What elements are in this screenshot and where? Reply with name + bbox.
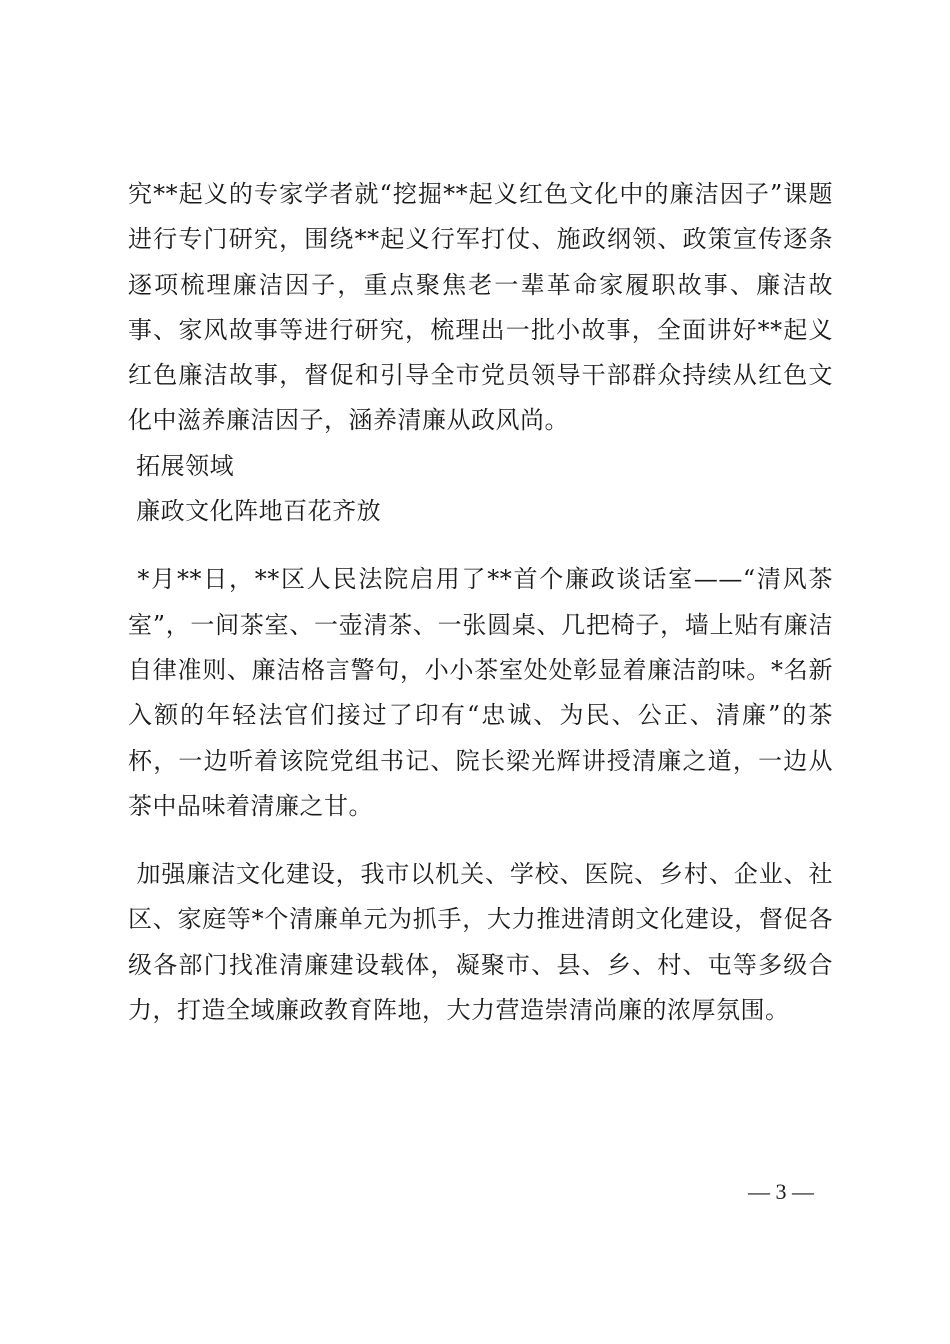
paragraph-research: 究**起义的专家学者就“挖掘**起义红色文化中的廉洁因子”课题进行专门研究，围绕**起义行军打仗、施政纲领、政策宣传逐条逐项梳理廉洁因子，重点聚焦老一辈革命家履职故事、廉洁故事、家风故事等进行研究，梳理出一批小故事，全面讲好**起义红色廉洁故事，督促和引导全市党员领导干部群众持续从红色文化中滋养廉洁因子，涵养清廉从政风尚。 [128,180,833,435]
page-number: — 3 — [748,1179,814,1204]
section-subheading-culture-positions: 廉政文化阵地百花齐放 [128,497,382,526]
document-body [128,172,833,1033]
paragraph-culture-construction: 加强廉洁文化建设，我市以机关、学校、医院、乡村、企业、社区、家庭等*个清廉单元为抓手，大力推进清朗文化建设，督促各级各部门找准清廉建设载体，凝聚市、县、乡、村、屯等多级合力，打造全域廉政教育阵地，大力营造崇清尚廉的浓厚氛围。 [128,860,834,1025]
section-heading-expand-fields: 拓展领域 [128,451,235,480]
paragraph-tea-room: *月**日，**区人民法院启用了**首个廉政谈话室——“清风茶室”，一间茶室、一壶清茶、一张圆桌、几把椅子，墙上贴有廉洁自律准则、廉洁格言警句，小小茶室处处彰显着廉洁韵味。*名新入额的年轻法官们接过了印有“忠诚、为民、公正、清廉”的茶杯，一边听着该院党组书记、院长梁光辉讲授清廉之道，一边从茶中品味着清廉之甘。 [128,565,833,820]
